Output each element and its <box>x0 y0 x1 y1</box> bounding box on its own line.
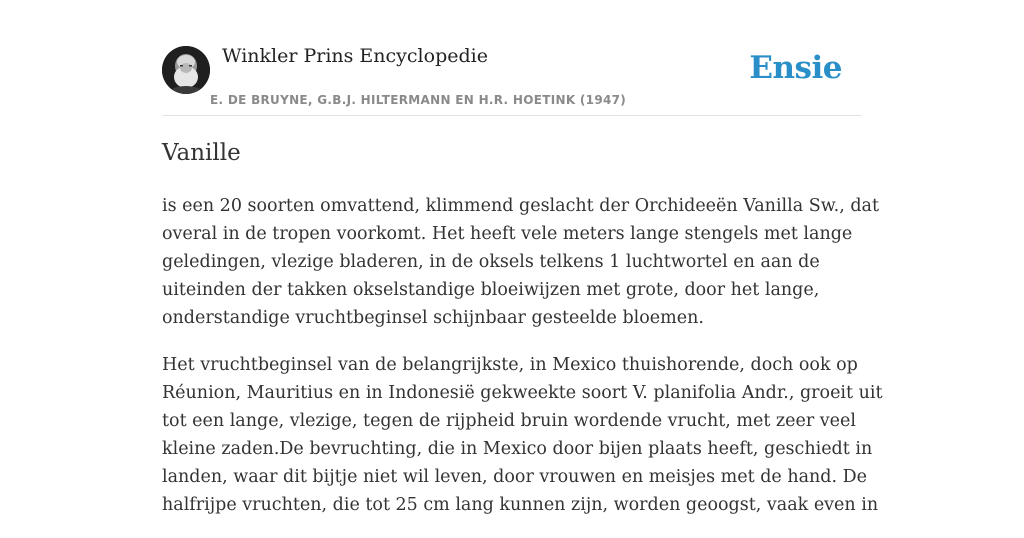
text-line: kleine zaden.De bevruchting, die in Mexico door bijen plaats heeft, geschiedt in <box>162 439 873 459</box>
text-line: halfrijpe vruchten, die tot 25 cm lang kunnen zijn, worden geoogst, vaak even in <box>162 495 879 515</box>
text-line: tot een lange, vlezige, tegen de rijpheid bruin wordende vrucht, met zeer veel <box>162 411 856 431</box>
publication-authors: E. DE BRUYNE, G.B.J. HILTERMANN EN H.R. HOETINK (1947) <box>210 93 627 107</box>
article-page <box>162 0 883 515</box>
publication-title[interactable]: Winkler Prins Encyclopedie <box>222 45 488 67</box>
text-line: Het vruchtbeginsel van de belangrijkste, in Mexico thuishorende, doch ook op <box>162 355 858 375</box>
article-paragraph-2 <box>162 351 883 519</box>
article-body <box>162 192 883 538</box>
article-paragraph-1 <box>162 192 879 332</box>
text-line: overal in de tropen voorkomt. Het heeft vele meters lange stengels met lange <box>162 224 853 244</box>
text-line: onderstandige vruchtbeginsel schijnbaar gesteelde bloemen. <box>162 308 704 328</box>
brand-logo-link[interactable]: Ensie <box>749 50 842 86</box>
author-avatar[interactable] <box>162 46 210 94</box>
text-line: landen, waar dit bijtje niet wil leven, door vrouwen en meisjes met de hand. De <box>162 467 868 487</box>
text-line: Réunion, Mauritius en in Indonesië gekweekte soort V. planifolia Andr., groeit uit <box>162 383 883 403</box>
text-line: uiteinden der takken okselstandige bloeiwijzen met grote, door het lange, <box>162 280 820 300</box>
publication-header <box>162 0 862 116</box>
text-line: is een 20 soorten omvattend, klimmend geslacht der Orchideeën Vanilla Sw., dat <box>162 196 879 216</box>
text-line: geledingen, vlezige bladeren, in de oksels telkens 1 luchtwortel en aan de <box>162 252 820 272</box>
article-title: Vanille <box>162 140 241 166</box>
